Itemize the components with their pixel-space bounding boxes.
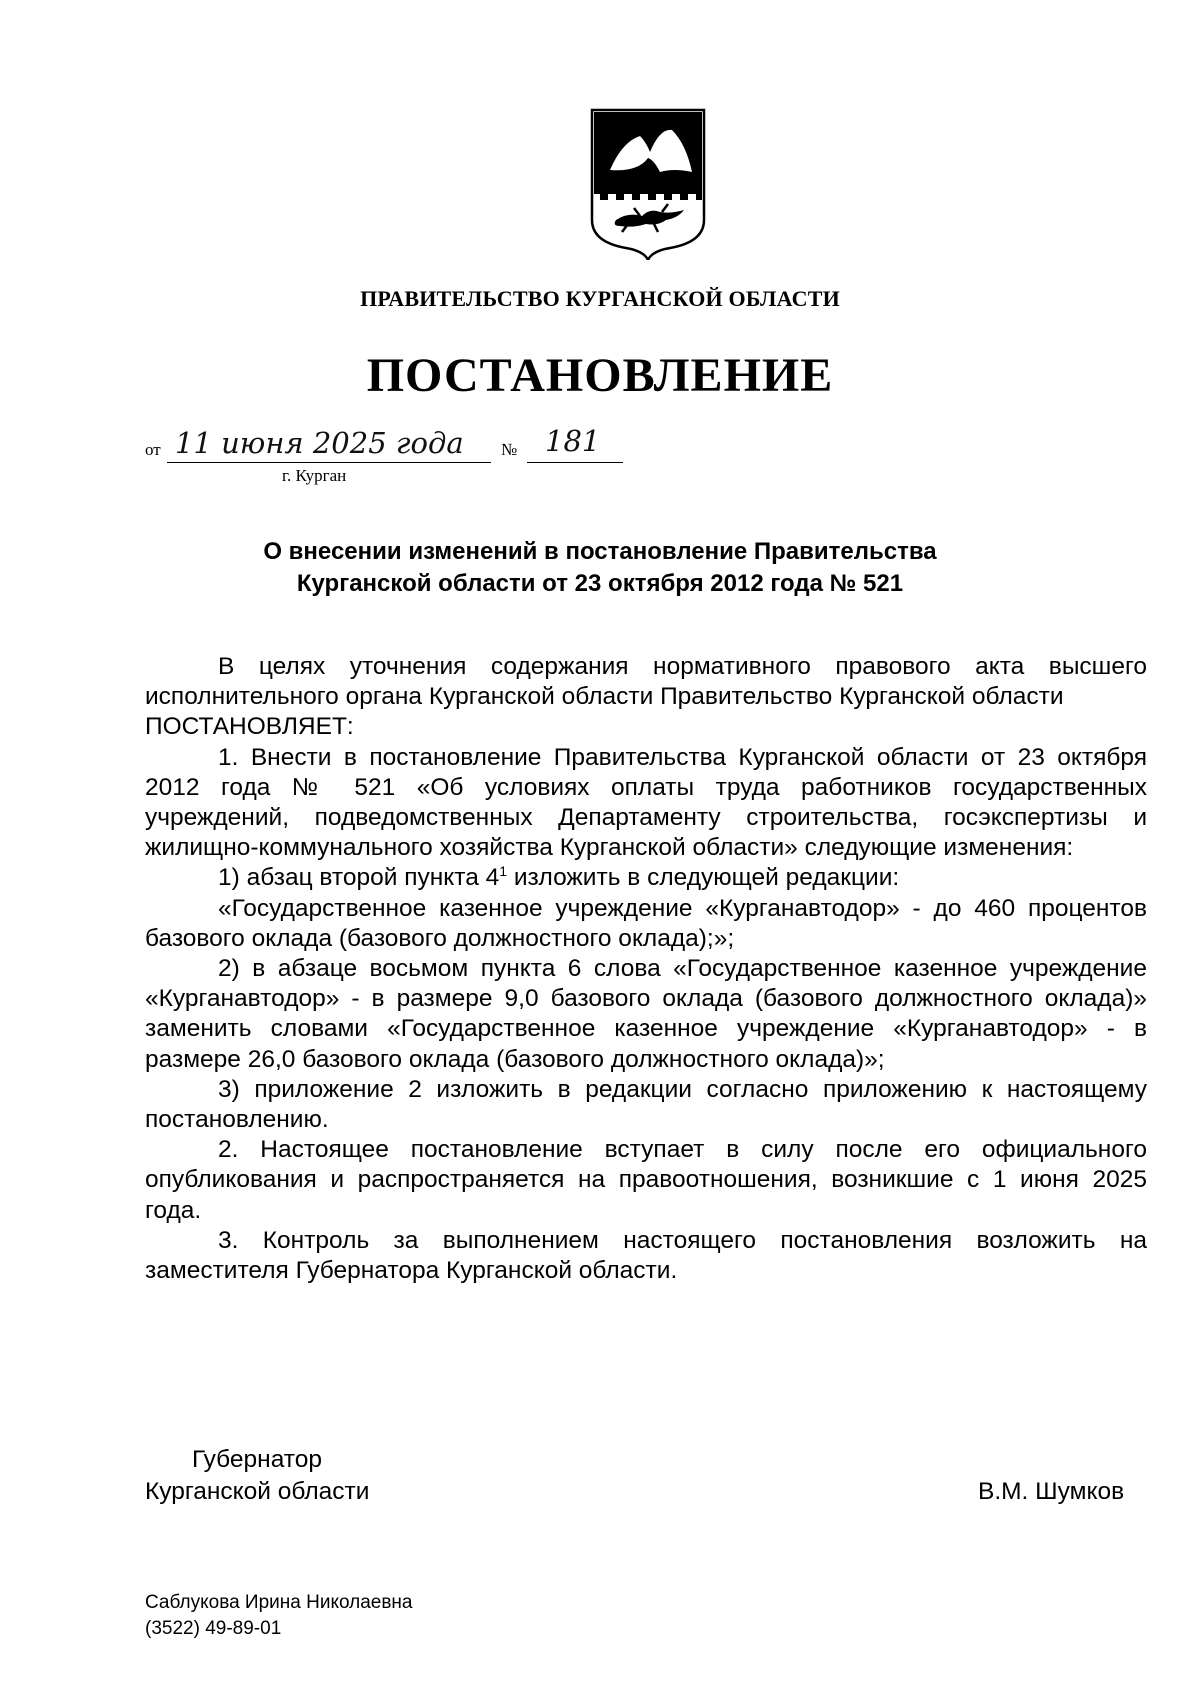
date-prefix-label: от [145, 440, 161, 459]
paragraph-item-1: 1. Внести в постановление Правительства Курганской области от 23 октября 2012 года № 521 «Об условиях оплаты труда работников государственных учреждений, подведомственных Департаменту строительства, госэкспертизы и жилищно-коммунального хозяйства Курганской области» следующие изменения: [145, 743, 1147, 862]
decree-word: ПОСТАНОВЛЯЕТ: [145, 713, 354, 741]
document-type-heading: ПОСТАНОВЛЕНИЕ [366, 349, 834, 402]
signatory-position [145, 1444, 369, 1508]
paragraph-item-3: 3. Контроль за выполнением настоящего постановления возложить на заместителя Губернатора Курганской области. [145, 1226, 1147, 1285]
preamble-text: В целях уточнения содержания нормативного правового акта высшего исполнительного органа Курганской области Правительство Курганской области [145, 653, 1147, 711]
paragraph-item-2: 2. Настоящее постановление вступает в силу после его официального опубликования и распространяется на правоотношения, возникшие с 1 июня 2025 года. [145, 1136, 1147, 1224]
document-title-line-1: О внесении изменений в постановление Правительства [263, 538, 937, 565]
signatory-position-line-1: Губернатор [192, 1446, 322, 1473]
preamble-paragraph [145, 652, 1147, 743]
executor-info [145, 1590, 413, 1642]
executor-phone: (3522) 49-89-01 [145, 1618, 282, 1639]
signatory-position-line-2: Курганской области [145, 1478, 370, 1505]
subitem-1-text: 1) абзац второй пункта 4 [218, 864, 500, 892]
organization-name: ПРАВИТЕЛЬСТВО КУРГАНСКОЙ ОБЛАСТИ [360, 286, 840, 311]
document-body [145, 652, 1147, 1286]
paragraph-subitem-1 [145, 863, 1147, 893]
document-date-number-row [145, 424, 665, 468]
city-label: г. Курган [282, 466, 347, 485]
document-title [0, 536, 1200, 600]
number-prefix-label: № [501, 440, 518, 459]
subitem-1-superscript: 1 [499, 863, 508, 880]
executor-name: Саблукова Ирина Николаевна [145, 1592, 413, 1613]
signatory-name: В.М. Шумков [978, 1478, 1125, 1505]
subitem-1-text-end: изложить в следующей редакции: [507, 864, 900, 892]
handwritten-number: 181 [545, 424, 601, 458]
document-title-line-2: Курганской области от 23 октября 2012 года № 521 [296, 570, 904, 597]
date-underline [167, 462, 491, 463]
handwritten-date: 11 июня 2025 года [175, 426, 464, 460]
coat-of-arms-emblem [588, 108, 708, 260]
paragraph-subitem-2: 2) в абзаце восьмом пункта 6 слова «Государственное казенное учреждение «Курганавтодор» - в размере 9,0 базового оклада (базового должностного оклада)» заменить словами «Государственное казенное учреждение «Курганавтодор» - в размере 26,0 базового оклада (базового должностного оклада)»; [145, 955, 1147, 1073]
paragraph-quoted-wording: «Государственное казенное учреждение «Курганавтодор» - до 460 процентов базового оклада (базового должностного оклада);»; [145, 894, 1147, 952]
paragraph-subitem-3: 3) приложение 2 изложить в редакции согласно приложению к настоящему постановлению. [145, 1075, 1147, 1134]
number-underline [527, 462, 623, 463]
